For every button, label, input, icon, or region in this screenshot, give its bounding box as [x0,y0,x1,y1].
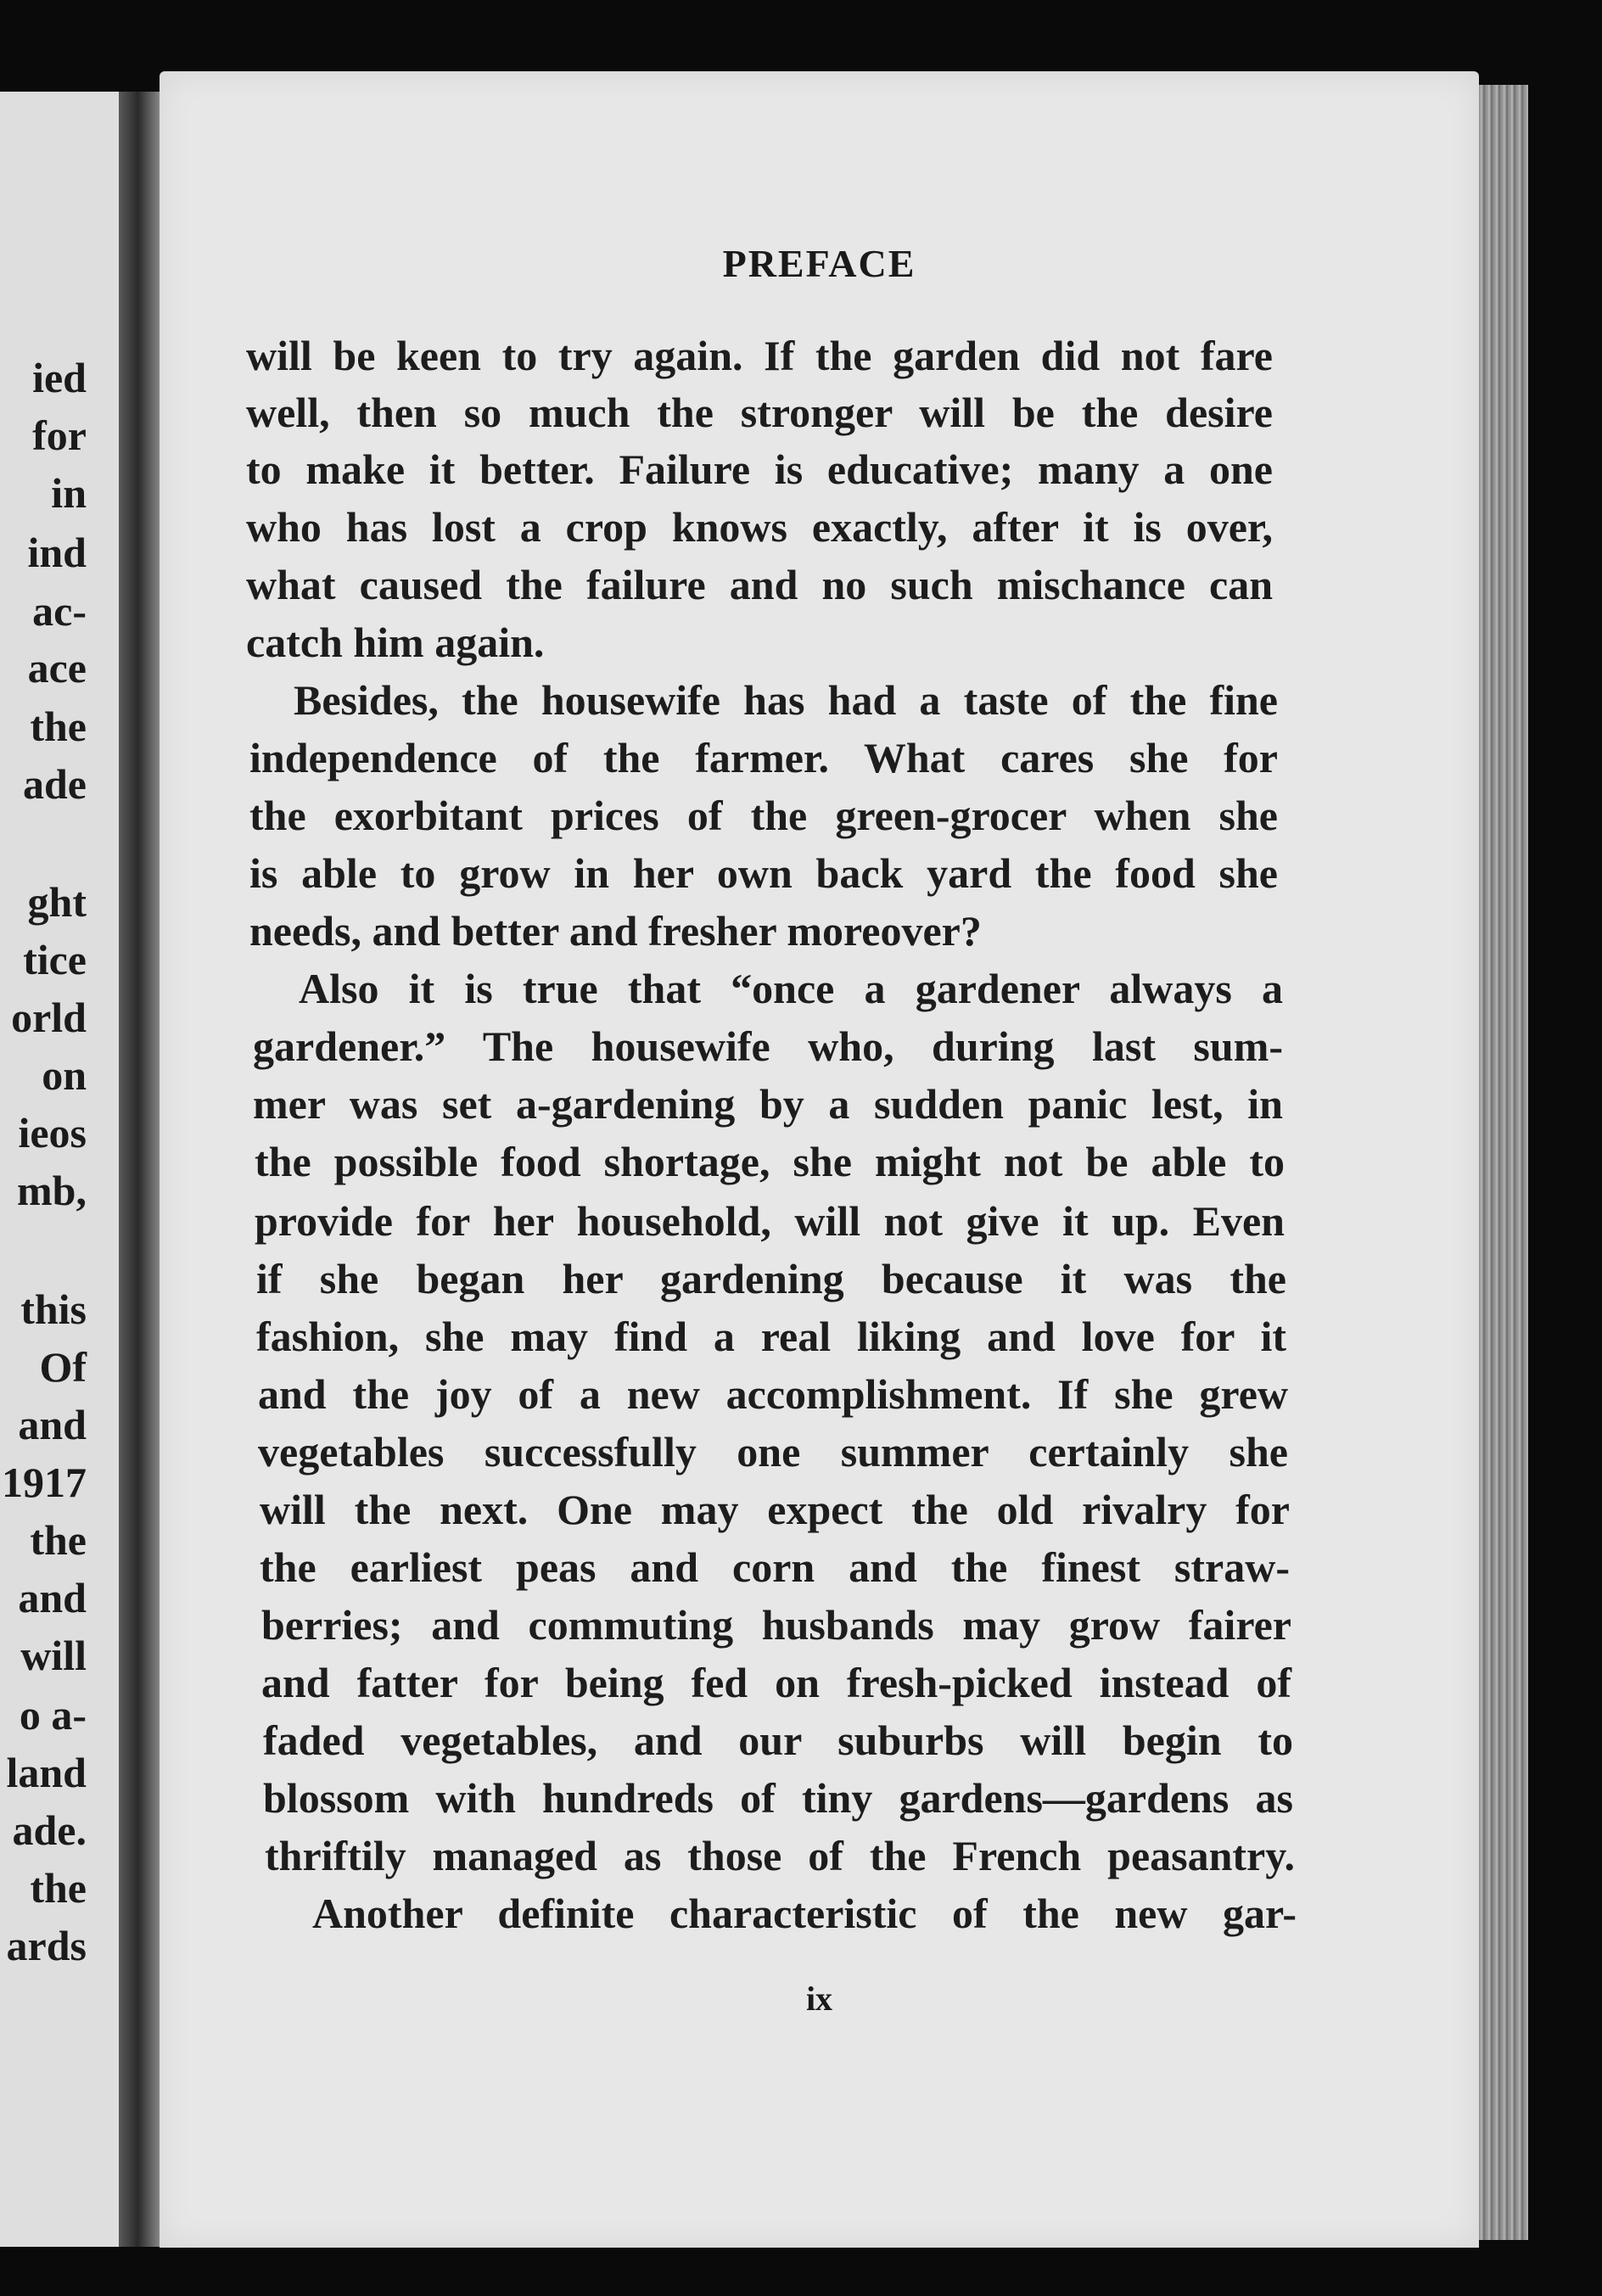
facing-page-fragment: ards [6,1922,87,1969]
text-line: berries; and commuting husbands may grow fairer [261,1601,1291,1649]
text-line: if she began her gardening because it was the [256,1255,1286,1302]
text-line: is able to grow in her own back yard the food she [249,849,1278,897]
facing-page-fragment: in [51,469,87,517]
text-line: faded vegetables, and our suburbs will begin to [263,1716,1293,1764]
facing-page-fragment: will [20,1632,87,1679]
facing-page-fragment: ind [27,529,87,576]
text-line: independence of the farmer. What cares she for [249,734,1278,781]
text-line: Besides, the housewife has had a taste of the fine [294,676,1278,724]
facing-page-fragment: orld [11,994,87,1041]
facing-page-fragment: the [30,1864,87,1912]
facing-page-fragment: this [20,1285,87,1333]
facing-page-fragment: ieos [18,1109,87,1156]
text-line: Also it is true that “once a gardener always a [299,965,1283,1012]
page-number: ix [805,1980,833,2018]
text-line: the earliest peas and corn and the finest straw- [260,1543,1290,1591]
facing-page-fragment: and [18,1574,87,1621]
text-line: what caused the failure and no such mischance can [246,561,1273,608]
text-line: blossom with hundreds of tiny gardens—gardens as [263,1774,1293,1822]
facing-page-fragment: ade. [12,1806,87,1854]
facing-page-fragment: 1917 [2,1459,87,1506]
facing-page-fragment: o a- [19,1691,87,1739]
facing-page-fragment: land [6,1749,87,1796]
text-line: vegetables successfully one summer certainly she [258,1428,1288,1476]
text-line: will the next. One may expect the old rivalry for [260,1486,1290,1533]
book-gutter [119,92,161,2247]
facing-page-fragment: ace [27,644,87,692]
text-line: who has lost a crop knows exactly, after it is over, [246,503,1273,551]
text-line: and fatter for being fed on fresh-picked instead of [261,1659,1291,1706]
text-line: mer was set a-gardening by a sudden panic lest, in [253,1080,1283,1128]
facing-page-fragment: the [30,1516,87,1564]
facing-page-fragment: the [30,703,87,750]
page-edges [1479,85,1528,2240]
text-line: well, then so much the stronger will be the desire [246,389,1273,436]
facing-page-fragment: and [18,1401,87,1448]
text-line: and the joy of a new accomplishment. If she grew [258,1370,1288,1418]
text-line: the exorbitant prices of the green-grocer when she [249,792,1278,839]
text-line: Another definite characteristic of the new gar- [312,1890,1297,1937]
facing-page-fragment: ade [23,760,87,808]
text-line: the possible food shortage, she might not be able to [255,1138,1285,1185]
facing-page-fragment: tice [23,936,87,983]
text-line: fashion, she may find a real liking and love for it [256,1313,1286,1360]
facing-page-sliver [0,92,119,2247]
facing-page-fragment: on [42,1051,87,1099]
text-line: to make it better. Failure is educative; many a one [246,445,1273,493]
facing-page-fragment: ac- [32,587,87,635]
facing-page-fragment: ied [32,354,87,401]
text-line: needs, and better and fresher moreover? [249,907,982,955]
book-page [160,71,1479,2248]
text-line: thriftily managed as those of the French peasantry. [265,1832,1295,1879]
text-line: provide for her household, will not give it up. Even [255,1197,1285,1245]
facing-page-fragment: Of [39,1343,87,1391]
text-line: gardener.” The housewife who, during last sum- [253,1022,1283,1070]
facing-page-fragment: for [32,412,87,459]
text-line: catch him again. [246,619,545,666]
facing-page-fragment: mb, [17,1167,87,1214]
running-head: PREFACE [722,242,916,285]
facing-page-fragment: ght [27,878,87,926]
text-line: will be keen to try again. If the garden did not fare [246,332,1273,379]
